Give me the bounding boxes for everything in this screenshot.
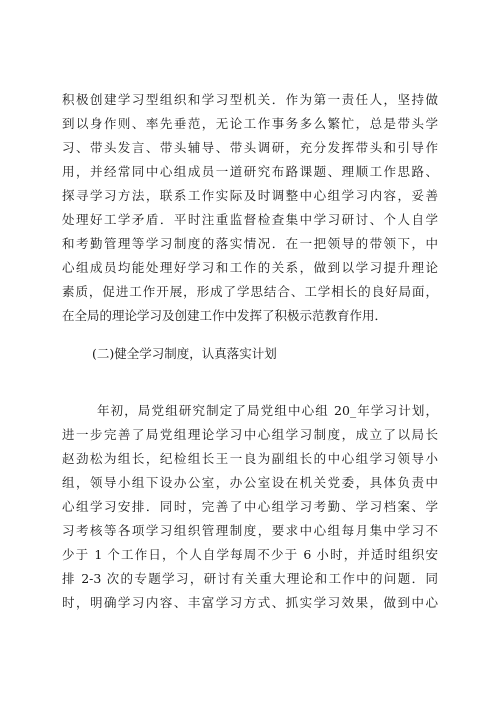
paragraph-study-system (62, 399, 438, 615)
text-line: 到以身作则、率先垂范，无论工作事务多么繁忙，总是带头学 (62, 116, 438, 131)
text-line: 年初，局党组研究制定了局党组中心组 20_年学习计划， (97, 403, 438, 418)
text-line: 习考核等各项学习组织管理制度，要求中心组每月集中学习不 (62, 523, 438, 538)
text-line: 探寻学习方法，联系工作实际及时调整中心组学习内容，妥善 (62, 188, 438, 203)
text-line: 赵劲松为组长，纪检组长王一良为副组长的中心组学习领导小 (62, 451, 438, 466)
text-line: 和考勤管理等学习制度的落实情况．在一把领导的带领下，中 (62, 236, 438, 251)
text-line: 心组学习安排．同时，完善了中心组学习考勤、学习档案、学 (62, 499, 438, 514)
text-line: 习、带头发言、带头辅导、带头调研，充分发挥带头和引导作 (62, 140, 438, 155)
text-line: 素质，促进工作开展，形成了学思结合、工学相长的良好局面， (62, 284, 438, 299)
text-line: 用，并经常同中心组成员一道研究布路课题、理顺工作思路、 (62, 164, 438, 179)
text-line: 进一步完善了局党组理论学习中心组学习制度，成立了以局长 (62, 427, 438, 442)
text-line: 时，明确学习内容、丰富学习方式、抓实学习效果，做到中心 (62, 595, 438, 610)
text-line: 积极创建学习型组织和学习型机关．作为第一责任人，坚持做 (62, 92, 438, 107)
paragraph-study-leadership (62, 88, 438, 328)
text-line: 在全局的理论学习及创建工作中发挥了积极示范教育作用． (62, 308, 388, 323)
text-line: 心组成员均能处理好学习和工作的关系，做到以学习提升理论 (62, 260, 438, 275)
text-line: 排 2-3 次的专题学习，研讨有关重大理论和工作中的问题．同 (62, 571, 438, 586)
text-line: 组，领导小组下设办公室，办公室设在机关党委，具体负责中 (62, 475, 438, 490)
section-heading: (二)健全学习制度，认真落实计划 (92, 346, 277, 361)
text-line: 处理好工学矛盾．平时注重监督检查集中学习研讨、个人自学 (62, 212, 438, 227)
text-line: 少于 1 个工作日，个人自学每周不少于 6 小时，并适时组织安 (62, 547, 438, 562)
